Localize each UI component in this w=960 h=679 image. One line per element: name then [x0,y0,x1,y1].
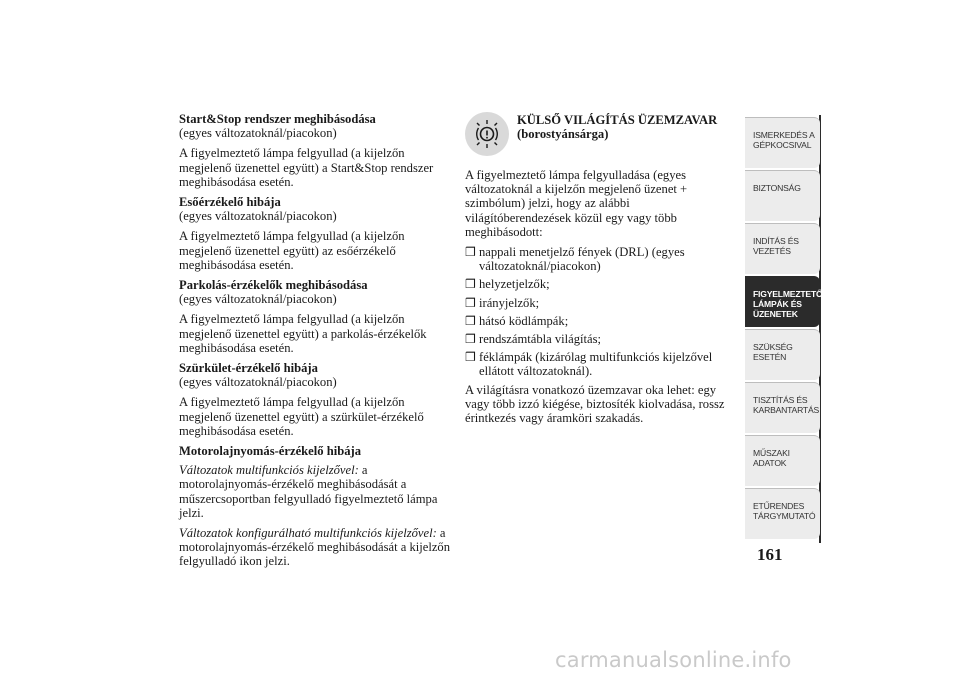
oil-paragraph-2 [179,526,454,569]
list-item [465,332,735,346]
section-body: A figyelmeztető lámpa felgyullad (a kijelzőn megjelenő üzenettel együtt) a szürkület-érzékelő meghibásodása esetén. [179,395,424,438]
list-item-text: rendszámtábla világítás; [479,332,602,347]
warning-subtitle: (borostyánsárga) [517,126,609,141]
warning-title-block [517,114,717,141]
tab-biztonsag[interactable]: BIZTONSÁG [745,170,820,221]
list-item-text: irányjelzők; [479,295,540,310]
section-subtitle: (egyes változatoknál/piacokon) [179,209,337,224]
oil-paragraph-1 [179,463,454,520]
section-body: A figyelmeztető lámpa felgyullad (a kijelzőn megjelenő üzenettel együtt) a Start&Stop rendszer meghibásodása esetén. [179,146,434,189]
checkbox-bullet-icon: ❒ [465,277,476,292]
section-heading: Parkolás-érzékelők meghibásodása [179,278,368,293]
variant-label: Változatok multifunkciós kijelzővel: [179,463,359,478]
list-item [465,350,735,378]
list-item [465,296,735,310]
section-oil-pressure [179,444,454,569]
list-item-text: féklámpák (kizárólag multifunkciós kijelzővel ellátott változatoknál). [479,350,713,379]
fault-list [465,245,735,379]
variant-text: a motorolajnyomás-érzékelő meghibásodását a kijelzőn felgyulladó ikon jelzi. [179,526,451,569]
section-dusk-sensor [179,361,454,438]
right-column [465,112,735,431]
section-body: A figyelmeztető lámpa felgyullad (a kijelzőn megjelenő üzenettel együtt) a parkolás-érzékelők meghibásodása esetén. [179,312,427,355]
list-item-text: nappali menetjelző fények (DRL) (egyes változatoknál/piacokon) [479,245,685,274]
variant-label: Változatok konfigurálható multifunkciós kijelzővel: [179,526,437,541]
section-heading: Szürkület-érzékelő hibája [179,361,318,376]
tab-inditas[interactable]: INDÍTÁS ÉS VEZETÉS [745,223,820,274]
section-heading: Motorolajnyomás-érzékelő hibája [179,444,361,459]
variant-text: a motorolajnyomás-érzékelő meghibásodását a műszercsoportban felgyulladó figyelmeztető lámpa jelzi. [179,463,438,520]
checkbox-bullet-icon: ❒ [465,332,476,347]
chapter-tabs [745,117,823,541]
page-number: 161 [757,545,783,564]
checkbox-bullet-icon: ❒ [465,295,476,310]
list-item-text: helyzetjelzők; [479,277,550,292]
tab-figyelmezteto-active[interactable]: FIGYELMEZTETŐ LÁMPÁK ÉS ÜZENETEK [745,276,820,327]
warning-header [465,112,735,168]
tab-ismerkedes[interactable]: ISMERKEDÉS A GÉPKOCSIVAL [745,117,820,168]
checkbox-bullet-icon: ❒ [465,313,476,328]
tab-tisztitas[interactable]: TISZTÍTÁS ÉS KARBANTARTÁS [745,382,820,433]
watermark: carmanualsonline.info [555,648,792,672]
section-rain-sensor [179,195,454,272]
exterior-light-fault-icon [465,112,509,156]
section-body: A figyelmeztető lámpa felgyullad (a kijelzőn megjelenő üzenettel együtt) az esőérzékelő meghibásodása esetén. [179,229,405,272]
list-item [465,314,735,328]
section-parking-sensors [179,278,454,355]
section-subtitle: (egyes változatoknál/piacokon) [179,126,337,141]
tab-targymutato[interactable]: ETŰRENDES TÁRGYMUTATÓ [745,488,820,539]
tab-szukseg[interactable]: SZÜKSÉG ESETÉN [745,329,820,380]
list-item [465,245,735,273]
checkbox-bullet-icon: ❒ [465,350,476,365]
warning-title: KÜLSŐ VILÁGÍTÁS ÜZEMZAVAR [517,113,718,127]
tab-muszaki[interactable]: MŰSZAKI ADATOK [745,435,820,486]
section-subtitle: (egyes változatoknál/piacokon) [179,375,337,390]
section-subtitle: (egyes változatoknál/piacokon) [179,292,337,307]
left-column [179,112,454,575]
list-item [465,277,735,291]
section-heading: Esőérzékelő hibája [179,195,281,210]
warning-outro: A világításra vonatkozó üzemzavar oka lehet: egy vagy több izzó kiégése, biztosíték kiolvadása, rossz érintkezés vagy áramköri szakadás. [465,382,725,426]
list-item-text: hátsó ködlámpák; [479,313,569,328]
section-start-stop [179,112,454,189]
section-heading: Start&Stop rendszer meghibásodása [179,112,376,126]
checkbox-bullet-icon: ❒ [465,245,476,260]
warning-intro: A figyelmeztető lámpa felgyulladása (egyes változatoknál a kijelzőn megjelenő üzenet + szimbólum) jelzi, hogy az alábbi világítóberendezések közül egy vagy több meghibásodott: [465,168,688,239]
